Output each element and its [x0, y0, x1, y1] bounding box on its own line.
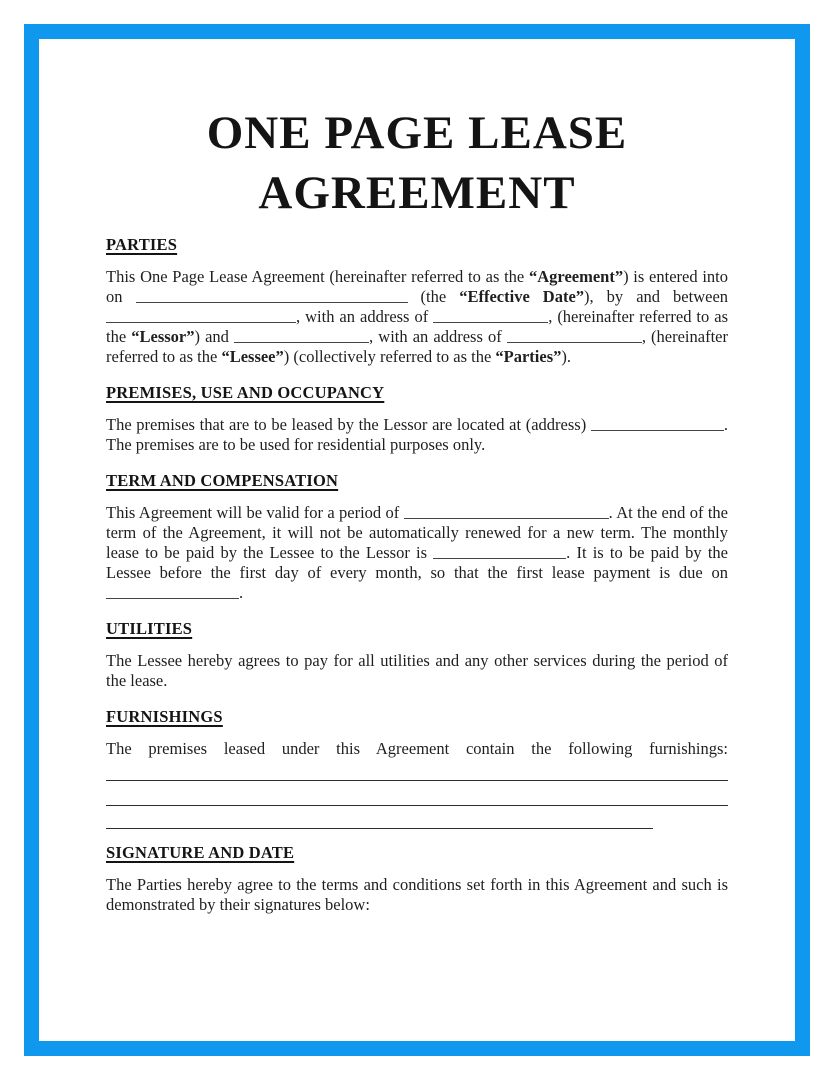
- bold-run: “Effective Date”: [459, 287, 585, 306]
- document-sections: [106, 235, 728, 915]
- text-run: . At the end of the term of the Agreement, it will not be automatically renewed for a new term. The monthly lease to be paid by the Lessee to the Lessor is: [106, 503, 728, 562]
- write-in-line: [106, 780, 728, 781]
- text-run: This Agreement will be valid for a period of: [106, 503, 404, 522]
- document-title: [106, 103, 728, 223]
- section-utilities: [106, 619, 728, 691]
- bold-run: “Parties”: [495, 347, 562, 366]
- blank-field: [433, 545, 566, 559]
- section-furnishings: [106, 707, 728, 829]
- section-heading: UTILITIES: [106, 619, 193, 638]
- blank-field: [106, 585, 239, 599]
- text-run: ).: [561, 347, 572, 366]
- section-parties: [106, 235, 728, 367]
- section-heading: PREMISES, USE AND OCCUPANCY: [106, 383, 385, 402]
- blank-field: [136, 289, 408, 303]
- text-run: The Lessee hereby agrees to pay for all utilities and any other services during the period of the lease.: [106, 651, 728, 690]
- bold-run: “Agreement”: [529, 267, 624, 286]
- text-run: The Parties hereby agree to the terms and conditions set forth in this Agreement and such is demonstrated by their signatures below:: [106, 875, 728, 914]
- text-run: ), by and between: [584, 287, 729, 306]
- section-heading: SIGNATURE AND DATE: [106, 843, 295, 862]
- blank-field: [591, 417, 724, 431]
- paragraph: [106, 651, 728, 691]
- write-in-line: [106, 828, 653, 829]
- text-run: ) (collectively referred to as the: [283, 347, 496, 366]
- text-run: ) is entered into on: [106, 267, 729, 306]
- blank-field: [507, 329, 642, 343]
- text-run: , (hereinafter referred to as the: [106, 307, 728, 346]
- text-run: . It is to be paid by the Lessee before the first day of every month, so that the first lease payment is due on: [106, 543, 728, 582]
- text-run: This One Page Lease Agreement (hereinafter referred to as the: [106, 267, 529, 286]
- text-run: ) and: [194, 327, 235, 346]
- title-line-2: AGREEMENT: [258, 167, 576, 219]
- text-run: .: [239, 583, 244, 602]
- paragraph: [106, 415, 728, 455]
- section-heading: FURNISHINGS: [106, 707, 223, 726]
- bold-run: “Lessee”: [221, 347, 284, 366]
- section-signature: [106, 843, 728, 915]
- blank-field: [433, 309, 548, 323]
- section-premises: [106, 383, 728, 455]
- text-run: (the: [407, 287, 460, 306]
- blank-field: [234, 329, 369, 343]
- paragraph: [106, 267, 728, 367]
- bold-run: “Lessor”: [131, 327, 195, 346]
- paragraph: [106, 739, 728, 759]
- section-heading: TERM AND COMPENSATION: [106, 471, 339, 490]
- text-run: , with an address of: [369, 327, 507, 346]
- text-run: The premises leased under this Agreement contain the following furnishings:: [106, 739, 728, 758]
- blank-field: [106, 309, 296, 323]
- section-term: [106, 471, 728, 603]
- text-run: , with an address of: [296, 307, 434, 326]
- paragraph: [106, 503, 728, 603]
- blank-field: [404, 505, 609, 519]
- text-run: . The premises are to be used for residential purposes only.: [106, 415, 728, 454]
- title-line-1: ONE PAGE LEASE: [206, 107, 628, 159]
- paragraph: [106, 875, 728, 915]
- write-in-line: [106, 805, 728, 806]
- text-run: , (hereinafter referred to as the: [106, 327, 728, 366]
- text-run: The premises that are to be leased by the Lessor are located at (address): [106, 415, 591, 434]
- page-content: [39, 39, 795, 915]
- section-heading: PARTIES: [106, 235, 178, 254]
